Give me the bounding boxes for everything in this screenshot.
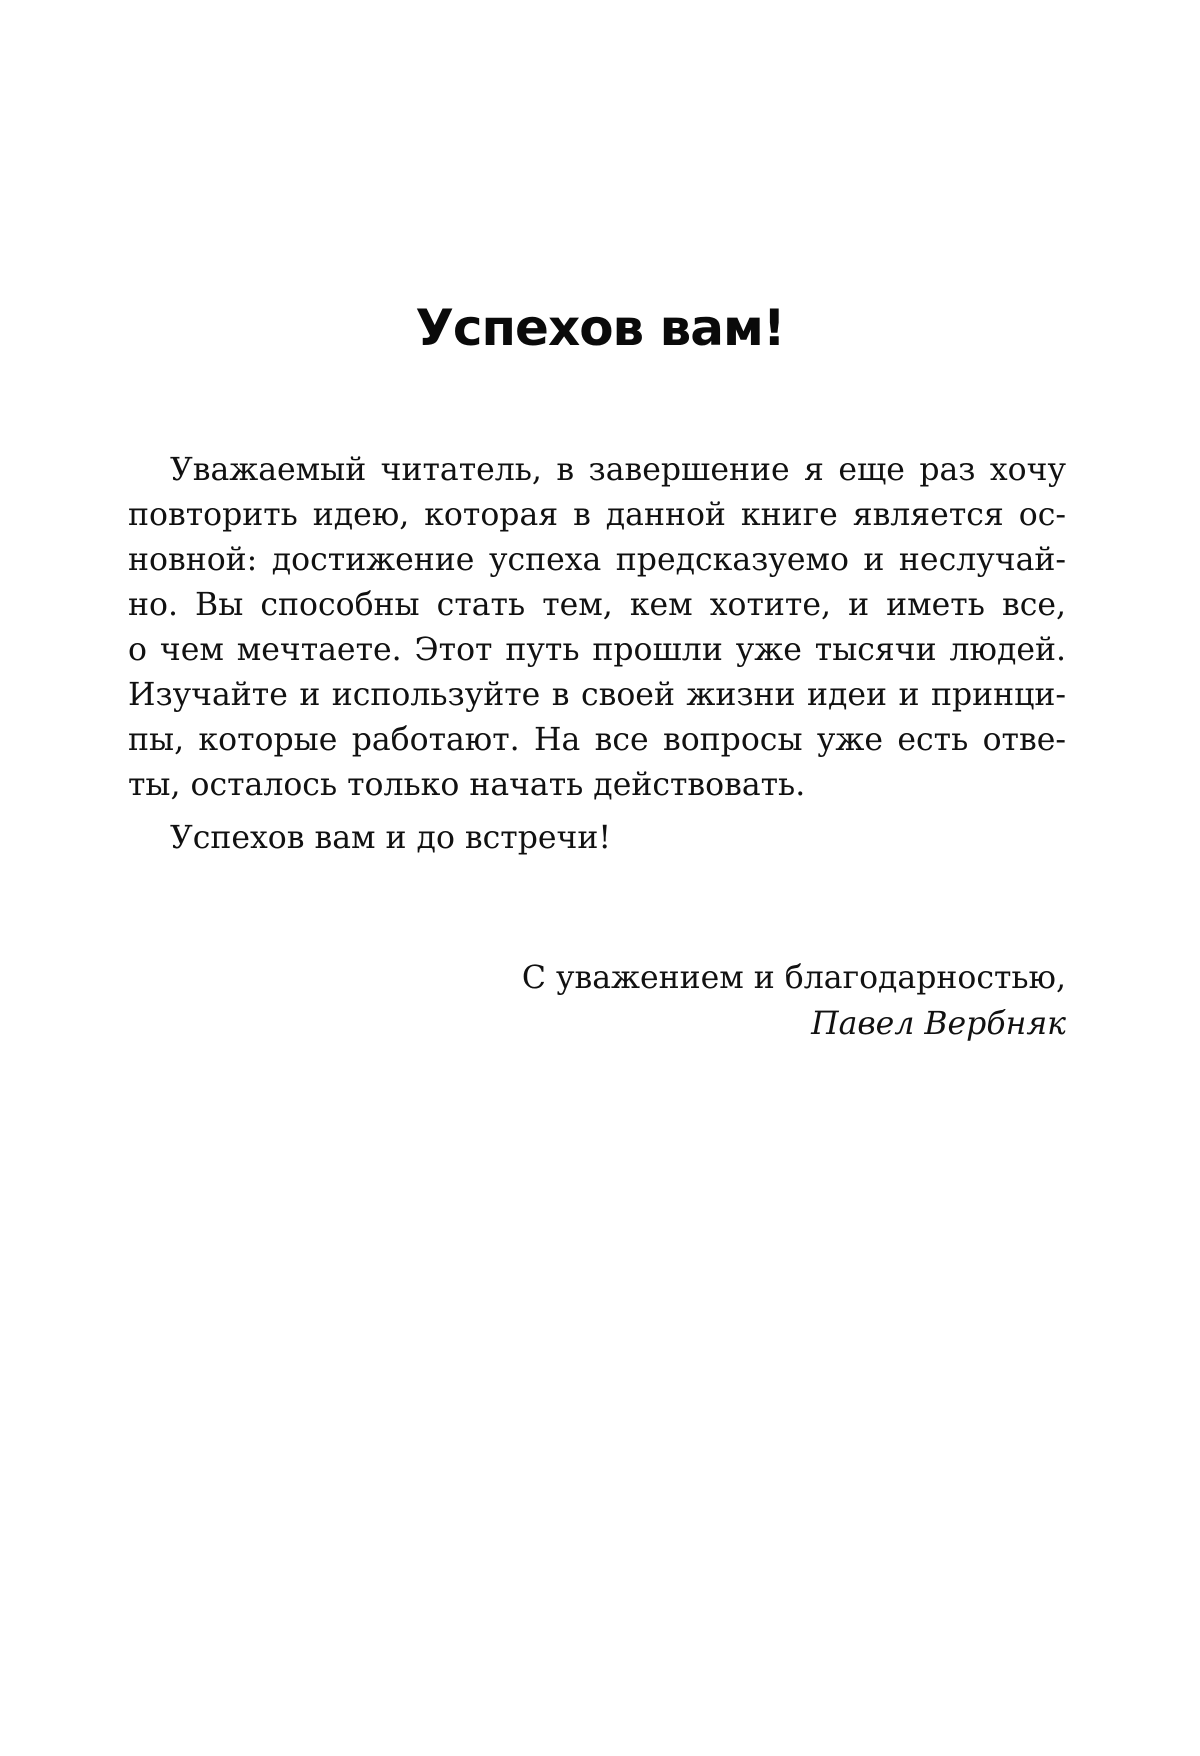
paragraph-line: о чем мечтаете. Этот путь прошли уже тысячи людей.	[128, 632, 1066, 668]
paragraph-line: пы, которые работают. На все вопросы уже есть отве-	[128, 722, 1066, 758]
paragraph-line: Уважаемый читатель, в завершение я еще раз хочу	[170, 452, 1066, 488]
paragraph-line: повторить идею, которая в данной книге является ос-	[128, 497, 1066, 533]
main-paragraph	[128, 448, 1066, 808]
page-heading: Успехов вам!	[415, 299, 785, 357]
paragraph-line: но. Вы способны стать тем, кем хотите, и иметь все,	[128, 587, 1066, 623]
paragraph-line: новной: достижение успеха предсказуемо и неслучай-	[128, 542, 1066, 578]
signature-block	[522, 955, 1066, 1047]
paragraph-line: Изучайте и используйте в своей жизни идеи и принци-	[128, 677, 1066, 713]
closing-paragraph: Успехов вам и до встречи!	[170, 820, 612, 856]
signature-author: Павел Вербняк	[811, 1006, 1066, 1042]
signature-greeting: С уважением и благодарностью,	[521, 960, 1066, 996]
paragraph-line: ты, осталось только начать действовать.	[128, 767, 806, 803]
